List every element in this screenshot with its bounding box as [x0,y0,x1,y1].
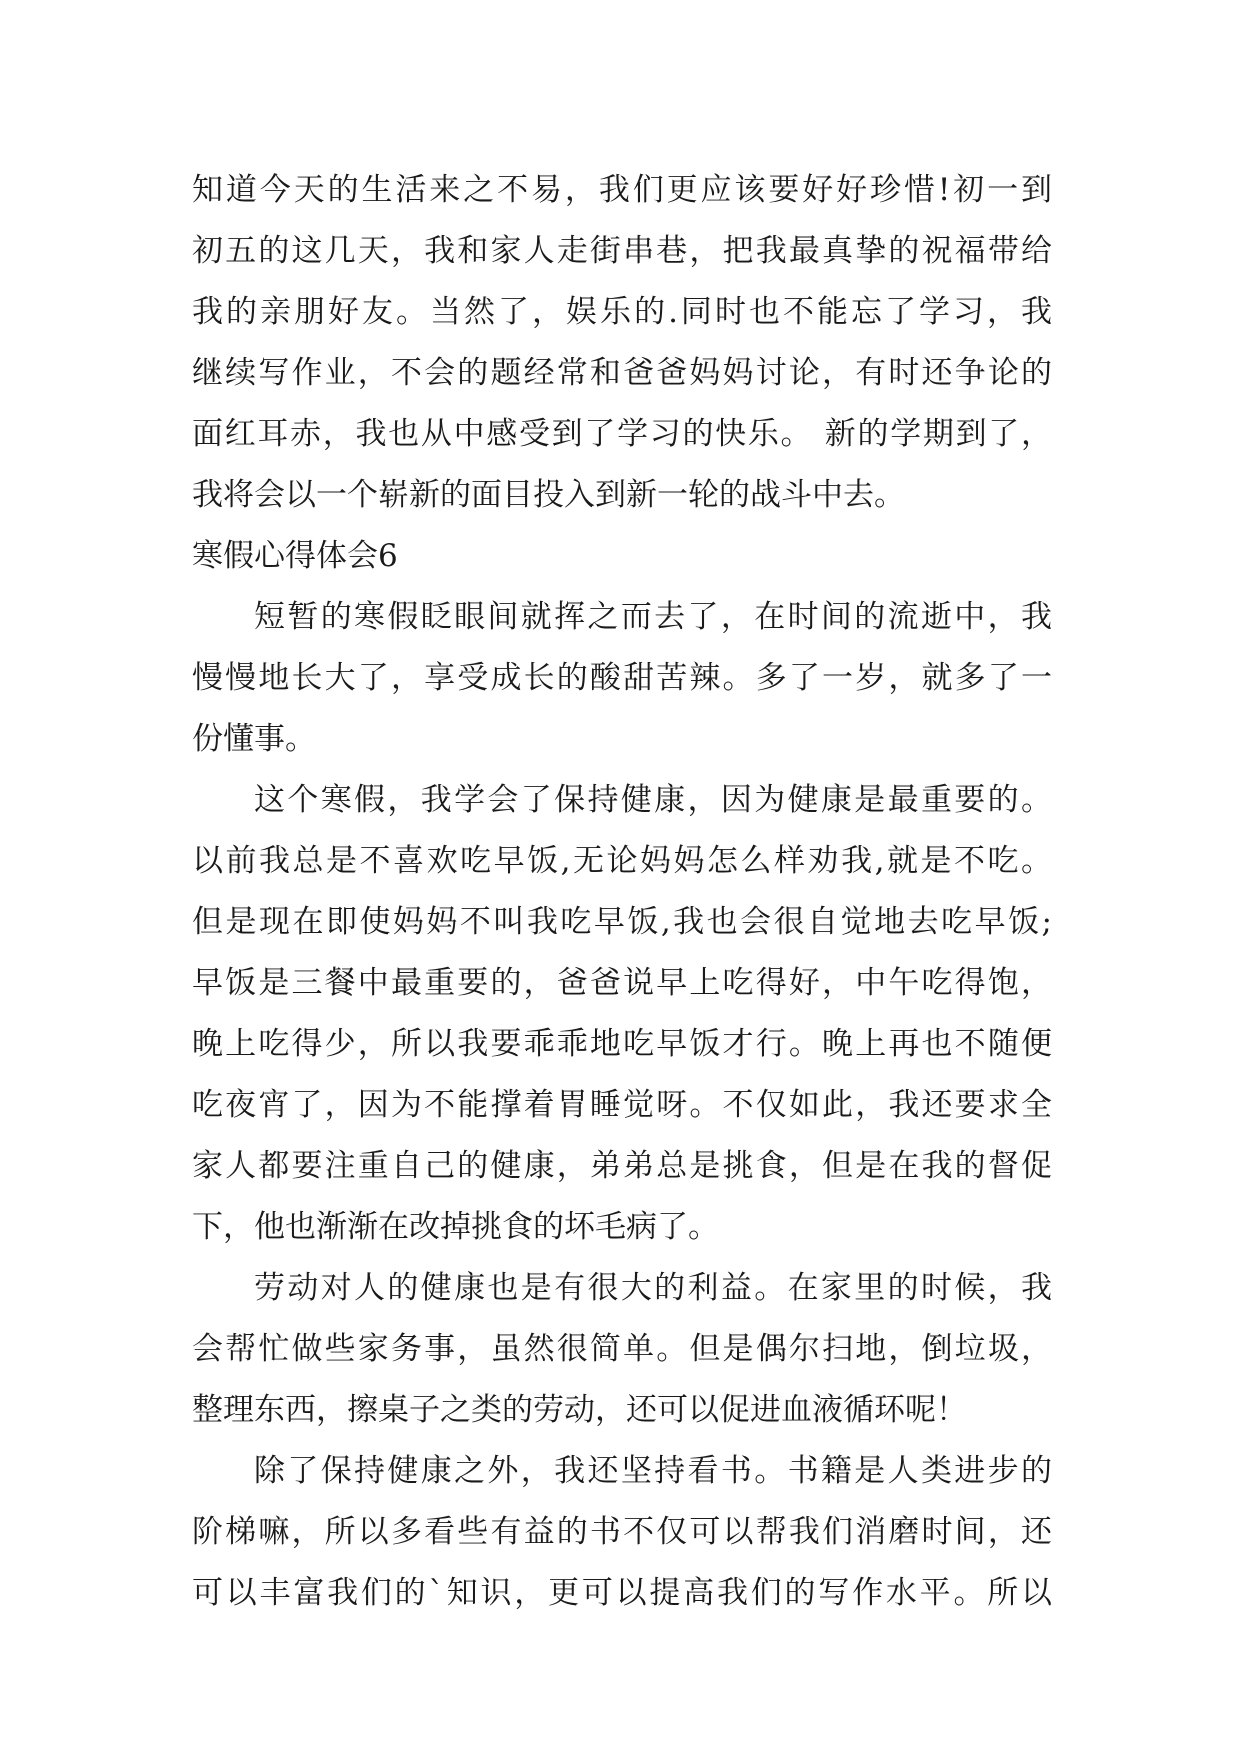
text-line: 整理东西，擦桌子之类的劳动，还可以促进血液循环呢！ [192,1392,967,1428]
text-line: 我的亲朋好友。当然了，娱乐的.同时也不能忘了学习，我 [192,294,1052,330]
text-line: 面红耳赤，我也从中感受到了学习的快乐。 新的学期到了， [192,416,1052,452]
text-line: 晚上吃得少，所以我要乖乖地吃早饭才行。晚上再也不随便 [192,1026,1052,1062]
text-line: 份懂事。 [192,721,316,757]
text-line: 可以丰富我们的`知识，更可以提高我们的写作水平。所以 [192,1575,1052,1611]
text-line: 知道今天的生活来之不易，我们更应该要好好珍惜!初一到 [192,172,1052,208]
text-line: 早饭是三餐中最重要的，爸爸说早上吃得好，中午吃得饱， [192,965,1052,1001]
text-line: 家人都要注重自己的健康，弟弟总是挑食，但是在我的督促 [192,1148,1052,1184]
text-line: 但是现在即使妈妈不叫我吃早饭,我也会很自觉地去吃早饭; [192,904,1052,940]
text-line: 这个寒假，我学会了保持健康，因为健康是最重要的。 [254,782,1052,818]
text-line: 短暂的寒假眨眼间就挥之而去了，在时间的流逝中，我 [254,599,1052,635]
document-body [192,160,1052,1624]
text-line: 吃夜宵了，因为不能撑着胃睡觉呀。不仅如此，我还要求全 [192,1087,1052,1123]
text-line: 初五的这几天，我和家人走街串巷，把我最真挚的祝福带给 [192,233,1052,269]
text-line: 除了保持健康之外，我还坚持看书。书籍是人类进步的 [254,1453,1052,1489]
section-heading: 寒假心得体会6 [192,538,398,574]
text-line: 慢慢地长大了，享受成长的酸甜苦辣。多了一岁，就多了一 [192,660,1052,696]
text-line: 继续写作业，不会的题经常和爸爸妈妈讨论，有时还争论的 [192,355,1052,391]
text-line: 会帮忙做些家务事，虽然很简单。但是偶尔扫地，倒垃圾， [192,1331,1052,1367]
text-line: 劳动对人的健康也是有很大的利益。在家里的时候，我 [254,1270,1052,1306]
text-line: 我将会以一个崭新的面目投入到新一轮的战斗中去。 [192,477,905,513]
text-line: 下，他也渐渐在改掉挑食的坏毛病了。 [192,1209,719,1245]
text-line: 阶梯嘛，所以多看些有益的书不仅可以帮我们消磨时间，还 [192,1514,1052,1550]
text-line: 以前我总是不喜欢吃早饭,无论妈妈怎么样劝我,就是不吃。 [192,843,1052,879]
